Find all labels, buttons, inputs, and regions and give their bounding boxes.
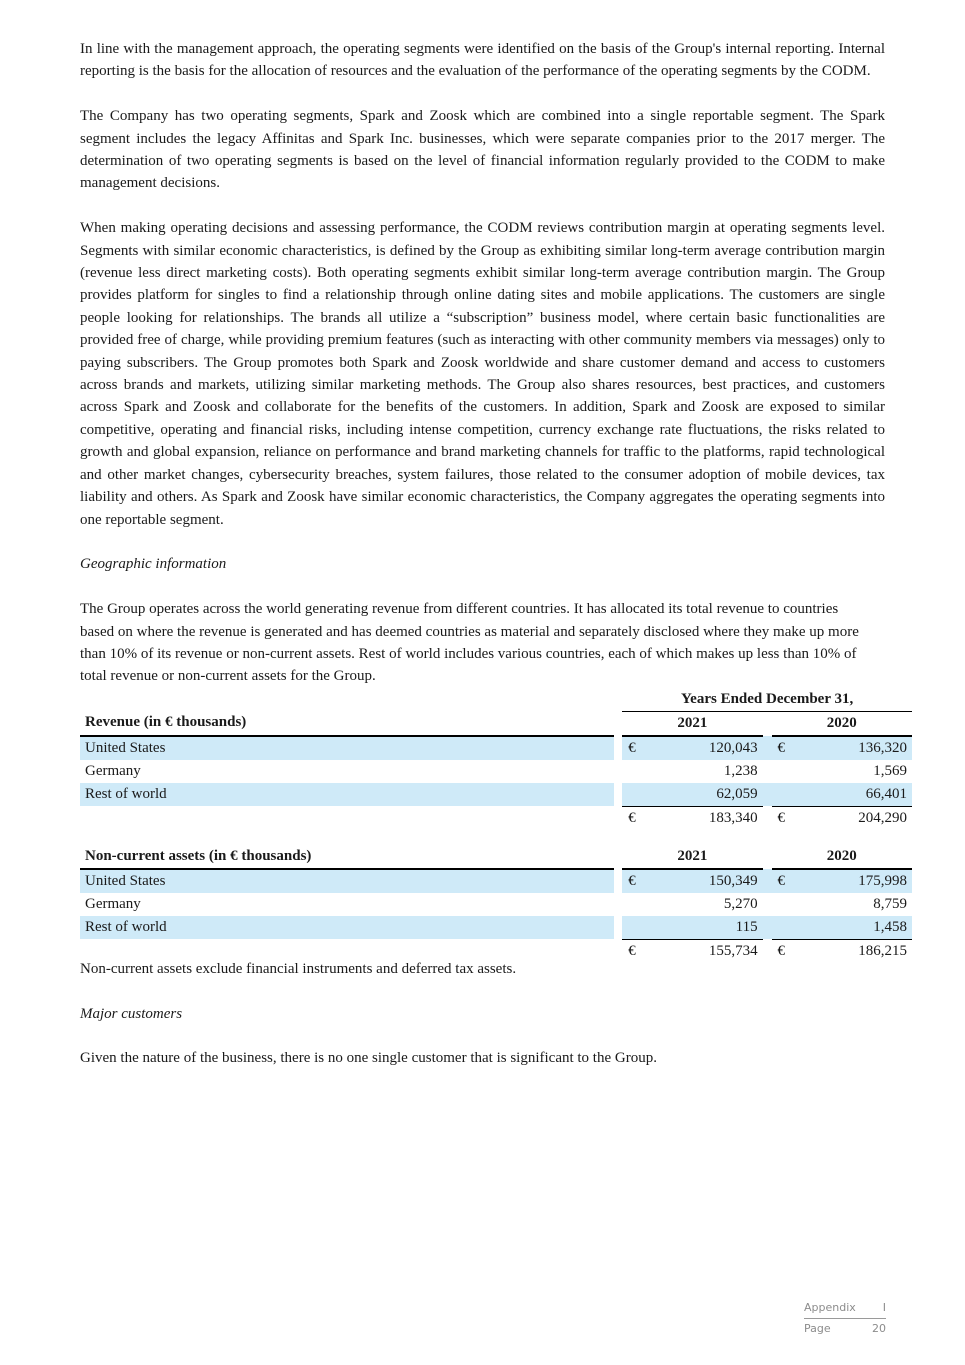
- revenue-col-2020: 2020: [772, 711, 912, 736]
- appendix-label: Appendix: [804, 1301, 856, 1314]
- assets-col-2020: 2020: [772, 845, 912, 869]
- revenue-table: [80, 688, 912, 845]
- table-row: United States € 150,349 € 175,998: [80, 869, 912, 893]
- period-header: Years Ended December 31,: [622, 688, 912, 712]
- heading-geographic-information: Geographic information: [80, 556, 227, 573]
- revenue-col-2021: 2021: [622, 711, 762, 736]
- assets-col-2021: 2021: [622, 845, 762, 869]
- table-total-row: € 155,734 € 186,215: [628, 942, 907, 959]
- page-number: 20: [872, 1322, 886, 1335]
- heading-major-customers: Major customers: [80, 1005, 183, 1022]
- paragraph-management-approach: In line with the management approach, the operating segments were identified on the basis of the Group's internal reporting. Internal reporting is the basis for the allocation of resources and the evaluation of the performance of the operating segments by the CODM.: [80, 41, 885, 80]
- paragraph-codm-review: When making operating decisions and assessing performance, the CODM reviews contribution margin at operating segments level. Segments with similar economic characteristics, is defined by the Group as exhibiting similar long-term average contribution margin (revenue less direct marketing costs). Both operating segments exhibit similar long-term average contribution margin. The Group provides platform for singles to find a relationship through online dating sites and mobile applications. The customers are single people looking for relationships. The brands all utilize a “subscription” business model, where certain basic functionalities are provided free of charge, while providing premium features (such as interacting with other community members via messages) only to paying subscribers. The Group promotes both Spark and Zoosk worldwide and share customer demand and access to customers across brands and markets, utilizing similar marketing methods. The Group also shares resources, best practices, and customers across Spark and Zoosk and collaborate for the benefits of the customers. In addition, Spark and Zoosk are exposed to similar competitive, operating and financial risks, including intense competition, currency exchange rate fluctuations, the risks related to growth and global expansion, reliance on performance and brand marketing channels for traffic to the platforms, rapid technological and other market changes, cybersecurity breaches, system failures, those related to the consumer adoption of mobile devices, tax liability and others. As Spark and Zoosk have similar economic characteristics, the Company aggregates the operating segments into one reportable segment.: [80, 220, 885, 528]
- paragraph-operating-segments: The Company has two operating segments, Spark and Zoosk which are combined into a single reportable segment. The Spark segment includes the legacy Affinitas and Spark Inc. businesses, which were separate companies prior to the 2017 merger. The determination of two operating segments is based on the level of financial information regularly provided to the CODM to make management decisions.: [80, 108, 885, 192]
- assets-note: Non-current assets exclude financial instruments and deferred tax assets.: [80, 960, 517, 977]
- assets-title: Non-current assets (in € thousands): [80, 845, 614, 869]
- non-current-assets-table: [80, 845, 912, 963]
- revenue-title: Revenue (in € thousands): [80, 711, 614, 736]
- paragraph-geographic-text: The Group operates across the world generating revenue from different countries. It has allocated its total revenue to countries based on where the revenue is generated and has deemed countries as material and separately disclosed where they make up more than 10% of its revenue or non-current assets. Rest of world includes various countries, each of which makes up less than 10% of total revenue or non-current assets for the Group.: [80, 601, 859, 685]
- table-row: Rest of world 62,059 66,401: [80, 783, 912, 807]
- table-row: Germany 5,270 8,759: [85, 895, 907, 912]
- paragraph-major-customers: Given the nature of the business, there is no one single customer that is significant to the Group.: [80, 1050, 657, 1067]
- page-label: Page: [804, 1322, 831, 1335]
- table-row: Germany 1,238 1,569: [85, 762, 907, 779]
- appendix-value: I: [882, 1301, 886, 1314]
- table-row: United States € 120,043 € 136,320: [80, 736, 912, 760]
- table-row: Rest of world 115 1,458: [80, 916, 912, 940]
- document-page: [80, 38, 907, 1070]
- table-total-row: € 183,340 € 204,290: [628, 809, 907, 826]
- page-footer: [804, 1298, 886, 1339]
